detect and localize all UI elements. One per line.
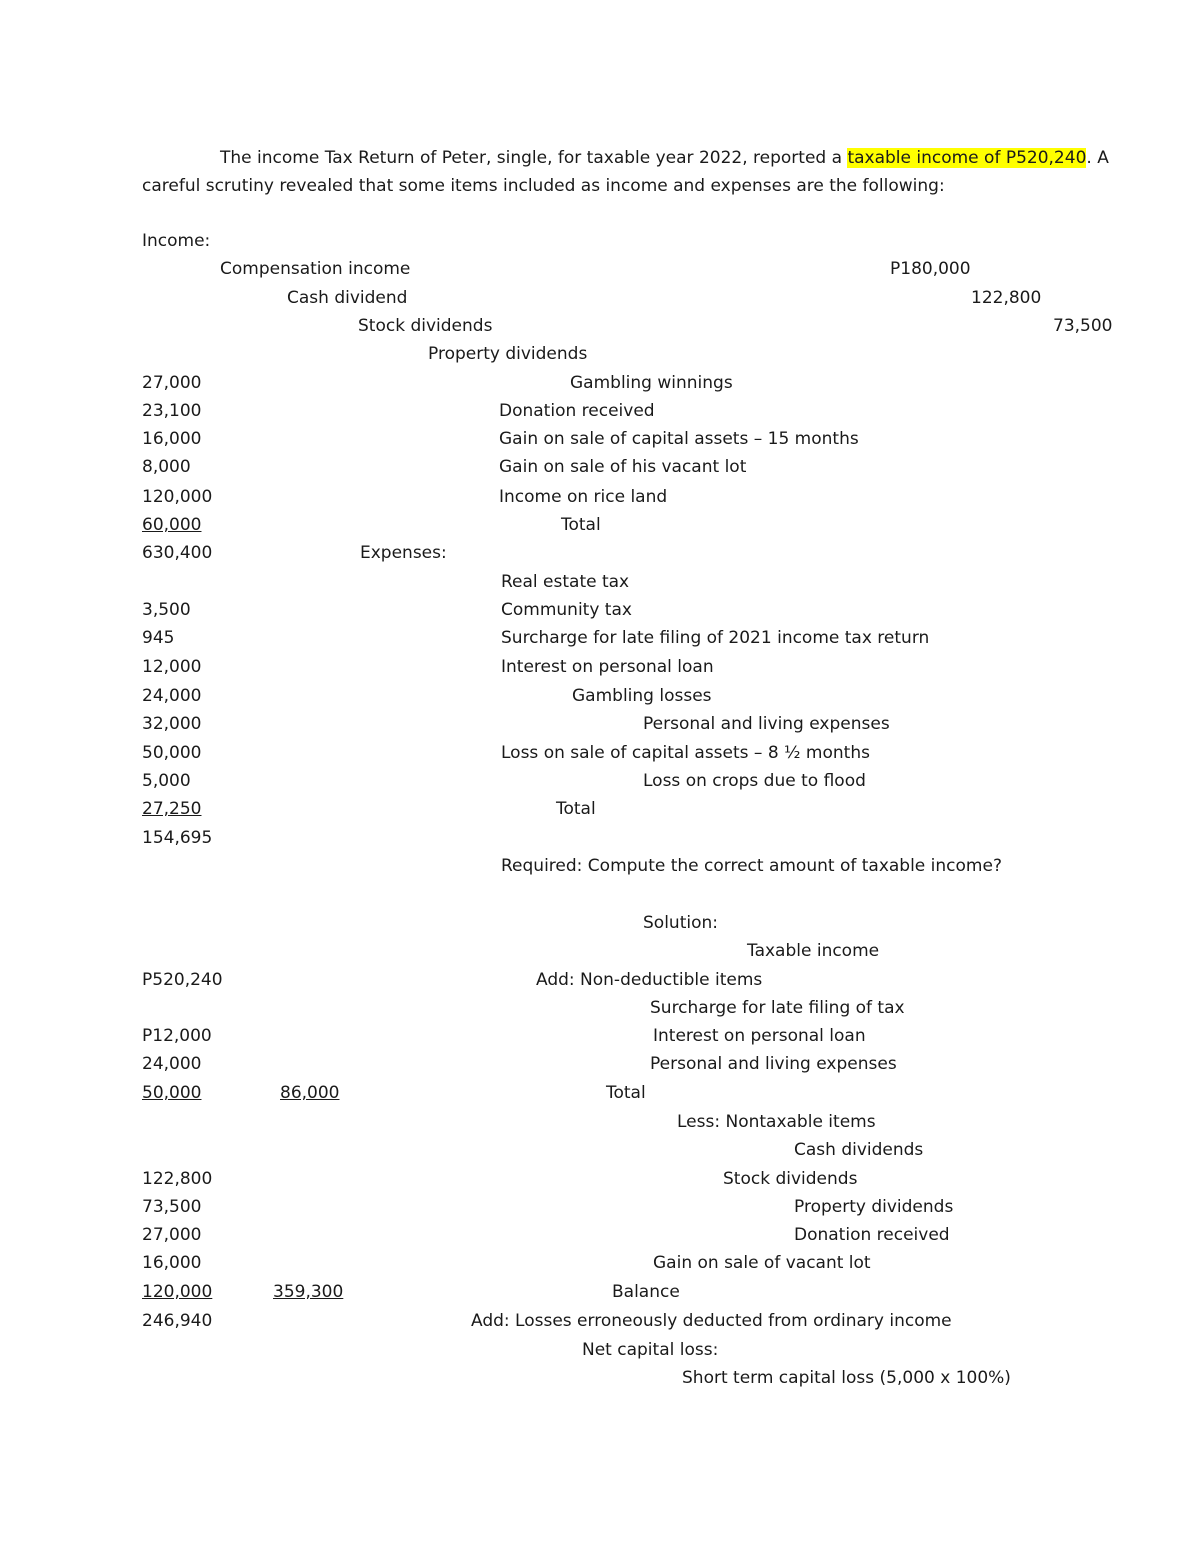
income-row-label: Gambling winnings — [570, 373, 733, 393]
expense-row-label: Loss on sale of capital assets – 8 ½ months — [501, 743, 870, 763]
cash-dividends-label: Cash dividends — [794, 1140, 924, 1160]
expense-row-value: 24,000 — [142, 686, 202, 706]
income-row-value: 23,100 — [142, 401, 202, 421]
add-nondeductible-label: Add: Non-deductible items — [536, 970, 763, 990]
surcharge-value: P12,000 — [142, 1026, 212, 1046]
balance-value: 246,940 — [142, 1311, 213, 1331]
nontaxable-last-value: 120,000 — [142, 1282, 213, 1302]
expense-row-label: Interest on personal loan — [501, 657, 714, 677]
personal-expenses-label: Personal and living expenses — [650, 1054, 897, 1074]
taxable-income-label: Taxable income — [747, 941, 880, 961]
taxable-income-value: P520,240 — [142, 970, 223, 990]
intro-highlight: taxable income of P520,240 — [847, 148, 1087, 168]
income-row-value: 16,000 — [142, 429, 202, 449]
real-estate-tax-label: Real estate tax — [501, 572, 630, 592]
expense-row-value: 945 — [142, 628, 175, 648]
cash-dividend-value: 122,800 — [971, 288, 1042, 308]
compensation-value: P180,000 — [890, 259, 971, 279]
stock-dividends-label: Stock dividends — [723, 1169, 858, 1189]
expense-row-label: Gambling losses — [572, 686, 712, 706]
income-total-value: 630,400 — [142, 543, 213, 563]
gain-value: 16,000 — [142, 1253, 202, 1273]
surcharge-label: Surcharge for late filing of tax — [650, 998, 905, 1018]
donation-label: Donation received — [794, 1225, 950, 1245]
income-row-value: 60,000 — [142, 515, 202, 535]
balance-label: Balance — [612, 1282, 680, 1302]
less-nontaxable-label: Less: Nontaxable items — [677, 1112, 876, 1132]
nondeductible-subtotal: 86,000 — [280, 1083, 340, 1103]
intro-paragraph — [142, 144, 1142, 200]
solution-heading: Solution: — [643, 913, 718, 933]
donation-value: 27,000 — [142, 1225, 202, 1245]
expenses-total-value: 154,695 — [142, 828, 213, 848]
expense-row-label: Surcharge for late filing of 2021 income tax return — [501, 628, 930, 648]
expense-row-value: 50,000 — [142, 743, 202, 763]
income-total-label: Total — [561, 515, 601, 535]
cash-dividend-label: Cash dividend — [287, 288, 408, 308]
income-row-label: Income on rice land — [499, 487, 668, 507]
interest-label: Interest on personal loan — [653, 1026, 866, 1046]
required-question: Required: Compute the correct amount of taxable income? — [501, 856, 1002, 876]
property-dividends-label: Property dividends — [428, 344, 588, 364]
income-row-label: Gain on sale of his vacant lot — [499, 457, 747, 477]
expense-row-value: 32,000 — [142, 714, 202, 734]
expense-row-value: 3,500 — [142, 600, 191, 620]
income-heading: Income: — [142, 231, 211, 251]
property-dividends-value: 73,500 — [142, 1197, 202, 1217]
income-row-value: 8,000 — [142, 457, 191, 477]
property-dividends-label: Property dividends — [794, 1197, 954, 1217]
nontaxable-subtotal: 359,300 — [273, 1282, 344, 1302]
solution-total-label: Total — [606, 1083, 646, 1103]
expenses-total-label: Total — [556, 799, 596, 819]
stock-dividends-value: 122,800 — [142, 1169, 213, 1189]
interest-value: 24,000 — [142, 1054, 202, 1074]
compensation-label: Compensation income — [220, 259, 411, 279]
intro-text-end: . A — [1086, 148, 1109, 168]
short-term-loss-label: Short term capital loss (5,000 x 100%) — [682, 1368, 1011, 1388]
income-row-value: 120,000 — [142, 487, 213, 507]
net-capital-loss-label: Net capital loss: — [582, 1340, 719, 1360]
stock-dividends-value: 73,500 — [1053, 316, 1113, 336]
expense-row-value: 27,250 — [142, 799, 202, 819]
intro-line2: careful scrutiny revealed that some items included as income and expenses are the following: — [142, 176, 945, 196]
expense-row-label: Community tax — [501, 600, 632, 620]
expense-row-label: Personal and living expenses — [643, 714, 890, 734]
income-row-label: Gain on sale of capital assets – 15 months — [499, 429, 859, 449]
personal-expenses-value: 50,000 — [142, 1083, 202, 1103]
add-losses-label: Add: Losses erroneously deducted from ordinary income — [471, 1311, 952, 1331]
stock-dividends-label: Stock dividends — [358, 316, 493, 336]
expenses-heading: Expenses: — [360, 543, 447, 563]
gain-label: Gain on sale of vacant lot — [653, 1253, 871, 1273]
expense-row-value: 5,000 — [142, 771, 191, 791]
income-row-value: 27,000 — [142, 373, 202, 393]
intro-text: The income Tax Return of Peter, single, for taxable year 2022, reported a — [220, 148, 848, 168]
expense-row-value: 12,000 — [142, 657, 202, 677]
income-row-label: Donation received — [499, 401, 655, 421]
expense-row-label: Loss on crops due to flood — [643, 771, 866, 791]
